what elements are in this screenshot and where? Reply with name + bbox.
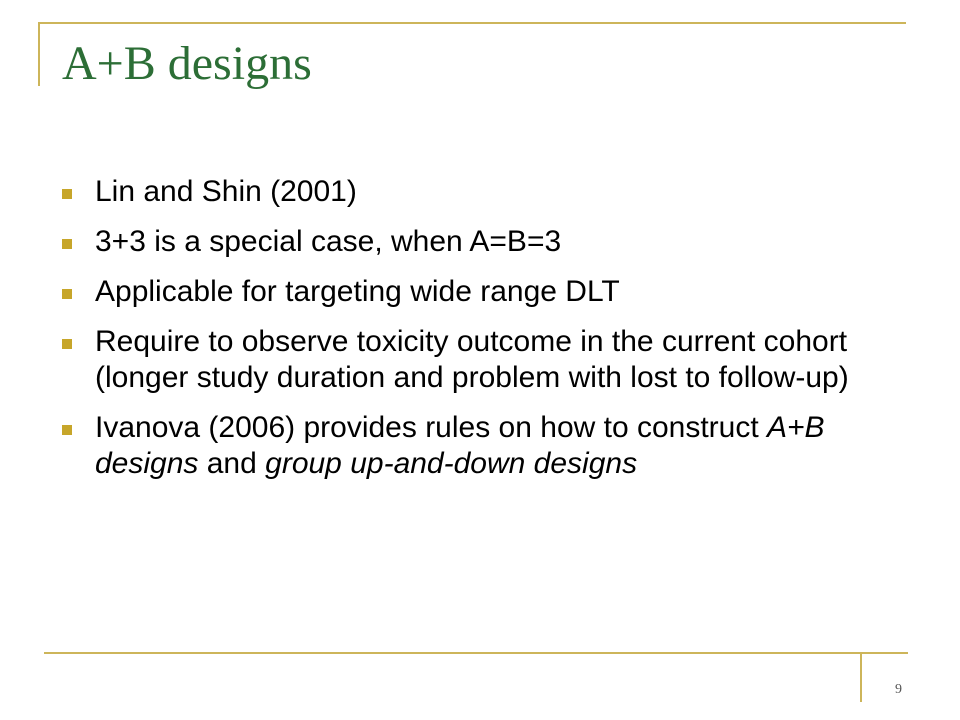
bullet-text: Require to observe toxicity outcome in the current cohort (longer study duration and problem with lost to follow-up) — [95, 325, 849, 394]
bullet-square-icon — [62, 339, 72, 349]
bullet-item — [62, 410, 852, 482]
bullet-item — [62, 174, 852, 210]
bullet-text: and — [198, 447, 266, 480]
page-number: 9 — [895, 682, 902, 697]
bullet-text: Lin and Shin (2001) — [95, 175, 357, 208]
slide-title: A+B designs — [62, 37, 312, 90]
bullet-text: 3+3 is a special case, when A=B=3 — [95, 225, 562, 258]
bullet-text: Ivanova (2006) provides rules on how to construct — [95, 411, 768, 444]
bullet-item — [62, 224, 852, 260]
bullet-list — [62, 174, 852, 496]
bullet-square-icon — [62, 189, 72, 199]
top-border-line — [38, 22, 906, 24]
bullet-square-icon — [62, 239, 72, 249]
bullet-text-italic: A+B designs — [95, 411, 825, 480]
bullet-text-italic: group up-and-down designs — [265, 447, 638, 480]
bullet-text: Applicable for targeting wide range DLT — [95, 275, 620, 308]
bullet-square-icon — [62, 289, 72, 299]
bullet-item — [62, 324, 852, 396]
bottom-border-line — [44, 652, 908, 654]
bullet-item — [62, 274, 852, 310]
bullet-square-icon — [62, 425, 72, 435]
left-border-line — [38, 22, 40, 86]
footer-divider-line — [860, 652, 862, 702]
